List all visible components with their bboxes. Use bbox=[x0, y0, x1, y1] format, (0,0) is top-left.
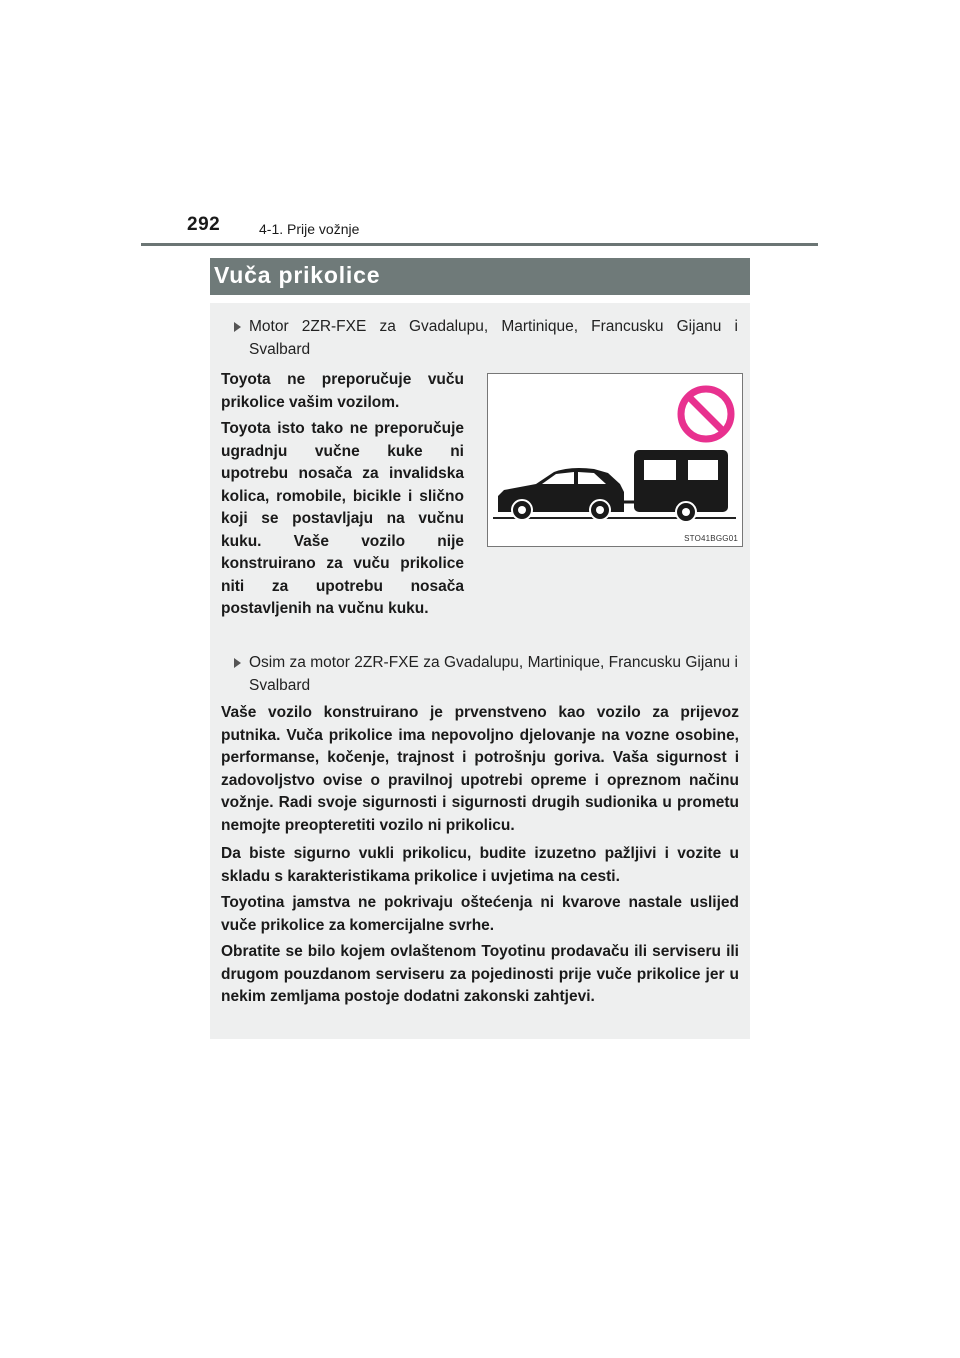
page-number: 292 bbox=[187, 214, 221, 235]
bullet-item bbox=[230, 651, 738, 697]
trailer-icon bbox=[634, 450, 728, 522]
triangle-bullet-icon bbox=[234, 322, 241, 332]
paragraph: Obratite se bilo kojem ovlaštenom Toyotinu prodavaču ili serviseru ili drugom pouzdanom serviseru za pojedinosti prije vuče prikolice jer u nekim zemljama postoje dodatni zakonski zahtjevi. bbox=[221, 943, 739, 1005]
section-title: Vuča prikolice bbox=[214, 262, 381, 288]
paragraph: Toyota ne preporučuje vuču prikolice vašim vozilom. bbox=[221, 371, 464, 411]
paragraph: Toyota isto tako ne preporučuje ugradnju vučne kuke ni upotrebu nosača za invalidska kolica, romobile, bicikle i slično koji se postavljaju na vučnu kuku. Vaše vozilo nije konstruirano za vuču prikolice niti za upotrebu nosača postavljenih na vučnu kuku. bbox=[221, 420, 464, 617]
paragraph: Toyotina jamstva ne pokrivaju oštećenja ni kvarove nastale uslijed vuče prikolice za komercijalne svrhe. bbox=[221, 894, 739, 934]
header-divider bbox=[141, 243, 818, 246]
section-reference: 4-1. Prije vožnje bbox=[259, 221, 360, 237]
bullet-text: Motor 2ZR-FXE za Gvadalupu, Martinique, Francusku Gijanu i Svalbard bbox=[249, 318, 738, 358]
towing-illustration bbox=[487, 373, 743, 547]
triangle-bullet-icon bbox=[234, 658, 241, 668]
bullet-item bbox=[230, 315, 738, 361]
prohibition-icon bbox=[681, 389, 731, 439]
towing-illustration-graphic bbox=[488, 374, 742, 546]
paragraph: Da biste sigurno vukli prikolicu, budite izuzetno pažljivi i vozite u skladu s karakteristikama prikolice i uvjetima na cesti. bbox=[221, 845, 739, 885]
paragraph: Vaše vozilo konstruirano je prvenstveno kao vozilo za prijevoz putnika. Vuča prikolice ima nepovoljno djelovanje na vozne osobine, performanse, kočenje, trajnost i potrošnju goriva. Vaša sigurnost i zadovoljstvo ovise o pravilnoj upotrebi opreme i opreznom načinu vožnje. Radi svoje sigurnosti i sigurnosti drugih sudionika u prometu nemojte preopteretiti vozilo ni prikolicu. bbox=[221, 704, 739, 834]
bullet-text: Osim za motor 2ZR-FXE za Gvadalupu, Martinique, Francusku Gijanu i Svalbard bbox=[249, 654, 738, 694]
figure-code: STO41BGG01 bbox=[684, 534, 738, 543]
car-icon bbox=[498, 468, 624, 520]
section-title-bar bbox=[210, 258, 750, 295]
